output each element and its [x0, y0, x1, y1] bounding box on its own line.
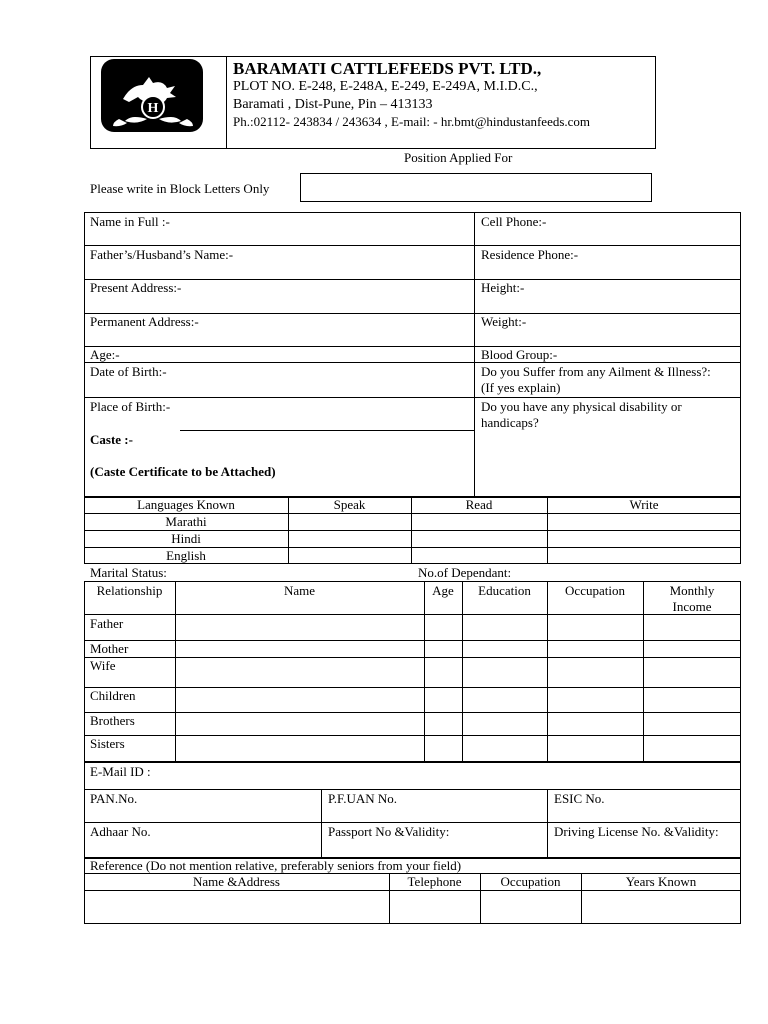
row-line [84, 362, 741, 363]
svg-text:H: H [147, 101, 159, 116]
block-letters-note: Please write in Block Letters Only [90, 181, 270, 196]
row-line [84, 789, 741, 790]
row-line [180, 430, 474, 431]
horse-emblem-logo [101, 59, 203, 132]
blood-group-field[interactable]: Blood Group:- [481, 347, 558, 362]
family-row-father: Father [90, 616, 124, 631]
pf-uan-field[interactable]: P.F.UAN No. [328, 791, 398, 806]
permanent-address-field[interactable]: Permanent Address:- [90, 314, 199, 329]
reference-name-address-cell[interactable] [85, 891, 388, 923]
company-address-line1: PLOT NO. E-248, E-248A, E-249, E-249A, M.I.D.C., [233, 79, 538, 94]
family-header-monthly: Monthly [669, 583, 715, 598]
age-field[interactable]: Age:- [90, 347, 120, 362]
row-line [84, 735, 741, 736]
residence-phone-field[interactable]: Residence Phone:- [481, 247, 579, 262]
family-header-name: Name [283, 583, 316, 598]
company-name: BARAMATI CATTLEFEEDS PVT. LTD., [233, 59, 542, 78]
id-details-table [84, 762, 741, 858]
reference-header-years-known: Years Known [625, 874, 697, 889]
place-of-birth-field[interactable]: Place of Birth:- [90, 399, 171, 414]
company-contact-line: Ph.:02112- 243834 / 243634 , E-mail: - hr.bmt@hindustanfeeds.com [233, 114, 591, 129]
personal-divider [474, 212, 475, 497]
language-row-hindi: Hindi [171, 531, 201, 546]
position-applied-input[interactable] [300, 173, 652, 202]
pan-number-field[interactable]: PAN.No. [90, 791, 138, 806]
row-line [84, 397, 741, 398]
name-in-full-field[interactable]: Name in Full :- [90, 214, 170, 229]
row-line [84, 657, 741, 658]
language-row-marathi: Marathi [165, 514, 207, 529]
esic-number-field[interactable]: ESIC No. [554, 791, 605, 806]
family-header-occupation: Occupation [565, 583, 625, 598]
disability-question-line1[interactable]: Do you have any physical disability or [481, 399, 682, 414]
row-line [84, 712, 741, 713]
family-row-wife: Wife [90, 658, 116, 673]
languages-header-read: Read [465, 497, 493, 512]
family-header-education: Education [478, 583, 531, 598]
col-line [547, 789, 548, 858]
row-line [84, 822, 741, 823]
family-row-brothers: Brothers [90, 713, 135, 728]
father-husband-name-field[interactable]: Father’s/Husband’s Name:- [90, 247, 234, 262]
row-line [84, 245, 741, 246]
dependants-field[interactable]: No.of Dependant: [418, 565, 512, 580]
row-line [84, 687, 741, 688]
reference-header-name-address: Name &Address [192, 874, 280, 889]
passport-field[interactable]: Passport No &Validity: [328, 824, 450, 839]
reference-years-known-cell[interactable] [582, 891, 740, 923]
caste-certificate-note: (Caste Certificate to be Attached) [90, 464, 276, 479]
language-row-english: English [166, 548, 206, 563]
adhaar-number-field[interactable]: Adhaar No. [90, 824, 151, 839]
family-header-age: Age [432, 583, 454, 598]
reference-title: Reference (Do not mention relative, preferably seniors from your field) [90, 858, 462, 873]
ailment-question-line1[interactable]: Do you Suffer from any Ailment & Illness?: [481, 364, 711, 379]
family-header-income: Income [672, 599, 712, 614]
reference-telephone-cell[interactable] [390, 891, 479, 923]
disability-question-line2: handicaps? [481, 415, 539, 430]
date-of-birth-field[interactable]: Date of Birth:- [90, 364, 167, 379]
weight-field[interactable]: Weight:- [481, 314, 527, 329]
height-field[interactable]: Height:- [481, 280, 525, 295]
row-line [84, 279, 741, 280]
caste-field[interactable]: Caste :- [90, 432, 133, 447]
email-id-field[interactable]: E-Mail ID : [90, 764, 151, 779]
cell-phone-field[interactable]: Cell Phone:- [481, 214, 547, 229]
family-row-sisters: Sisters [90, 736, 125, 751]
family-row-children: Children [90, 688, 136, 703]
driving-license-field[interactable]: Driving License No. &Validity: [554, 824, 719, 839]
languages-header-known: Languages Known [137, 497, 235, 512]
reference-occupation-cell[interactable] [481, 891, 580, 923]
family-header-relationship: Relationship [96, 583, 163, 598]
col-line [321, 789, 322, 858]
present-address-field[interactable]: Present Address:- [90, 280, 182, 295]
ailment-question-line2: (If yes explain) [481, 380, 561, 395]
reference-header-occupation: Occupation [500, 874, 561, 889]
marital-status-field[interactable]: Marital Status: [90, 565, 167, 580]
languages-header-speak: Speak [333, 497, 366, 512]
row-line [84, 640, 741, 641]
position-applied-label: Position Applied For [404, 150, 513, 165]
family-row-mother: Mother [90, 641, 129, 656]
languages-header-write: Write [629, 497, 659, 512]
company-address-line2: Baramati , Dist-Pune, Pin – 413133 [233, 97, 433, 112]
row-line [84, 346, 741, 347]
letterhead-divider [226, 56, 227, 149]
reference-header-telephone: Telephone [407, 874, 462, 889]
